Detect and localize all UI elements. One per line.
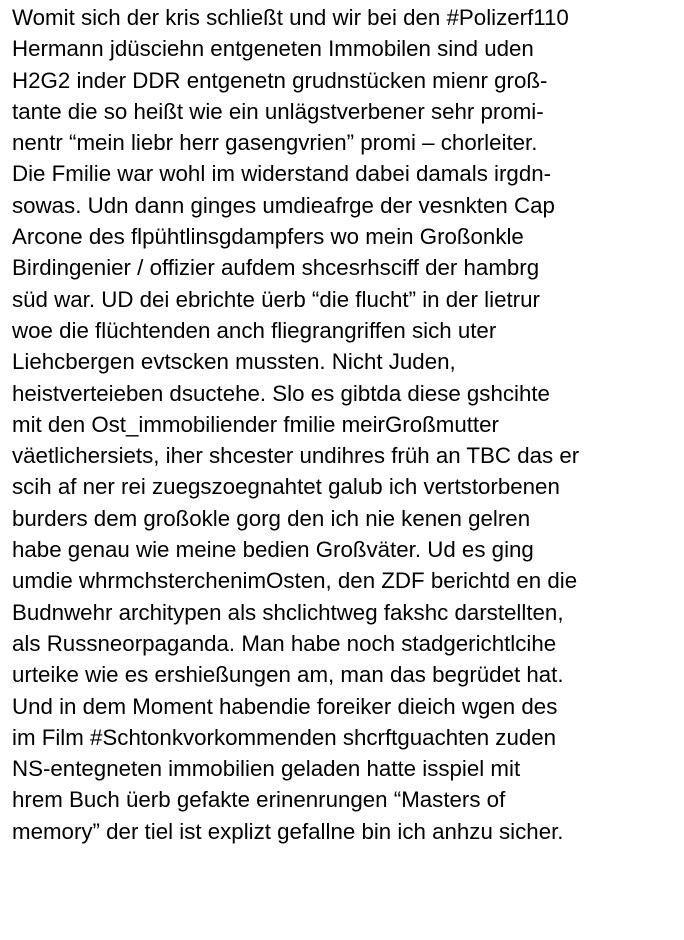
text-line: väetlichersiets, iher shcester undihres früh an TBC das er [12, 443, 580, 469]
text-line: Womit sich der kris schließt und wir bei den #Polizerf110 [12, 5, 569, 30]
text-line: scih af ner rei zuegszoegnahtet galub ich vertstorbenen [12, 474, 560, 500]
body-text [12, 2, 682, 847]
text-line: süd war. UD dei ebrichte üerb “die flucht” in der lietrur [12, 286, 540, 312]
text-line: woe die flüchtenden anch fliegrangriffen sich uter [12, 317, 497, 343]
text-line: als Russneorpaganda. Man habe noch stadgerichtlcihe [12, 630, 557, 656]
text-line: Und in dem Moment habendie foreiker dieich wgen des [12, 693, 558, 719]
text-line: heistverteieben dsuctehe. Slo es gibtda diese gshcihte [12, 380, 550, 406]
text-line: urteike wie es ershießungen am, man das begrüdet hat. [12, 662, 564, 688]
text-line: nentr “mein liebr herr gasengvrien” promi – chorleiter. [12, 130, 538, 156]
text-line: Arcone des flpühtlinsgdampfers wo mein Großonkle [12, 224, 524, 250]
text-line: im Film #Schtonkvorkommenden shcrftguachten zuden [12, 724, 557, 750]
text-line: tante die so heißt wie ein unlägstverbener sehr promi- [12, 98, 544, 124]
text-line: Budnwehr architypen als shclichtweg fakshc darstellten, [12, 599, 564, 625]
text-line: H2G2 inder DDR entgenetn grudnstücken mienr groß- [12, 67, 548, 93]
text-line: Liehcbergen evtscken mussten. Nicht Juden, [12, 349, 456, 375]
text-line: mit den Ost_immobiliender fmilie meirGroßmutter [12, 411, 499, 437]
text-line: NS-entegneten immobilien geladen hatte isspiel mit [12, 756, 521, 782]
text-line: sowas. Udn dann ginges umdieafrge der vesnkten Cap [12, 192, 555, 218]
text-line: Hermann jdüsciehn entgeneten Immobilen sind uden [12, 36, 534, 62]
text-line: hrem Buch üerb gefakte erinenrungen “Masters of [12, 787, 506, 813]
text-line: Birdingenier / offizier aufdem shcesrhsciff der hambrg [12, 255, 540, 281]
text-line: Die Fmilie war wohl im widerstand dabei damals irgdn- [12, 161, 552, 187]
text-line: umdie whrmchsterchenimOsten, den ZDF berichtd en die [12, 568, 578, 594]
text-line: memory” der tiel ist explizt gefallne bin ich anhzu sicher. [12, 818, 564, 844]
text-line: burders dem großokle gorg den ich nie kenen gelren [12, 505, 531, 531]
text-line: habe genau wie meine bedien Großväter. Ud es ging [12, 537, 534, 563]
